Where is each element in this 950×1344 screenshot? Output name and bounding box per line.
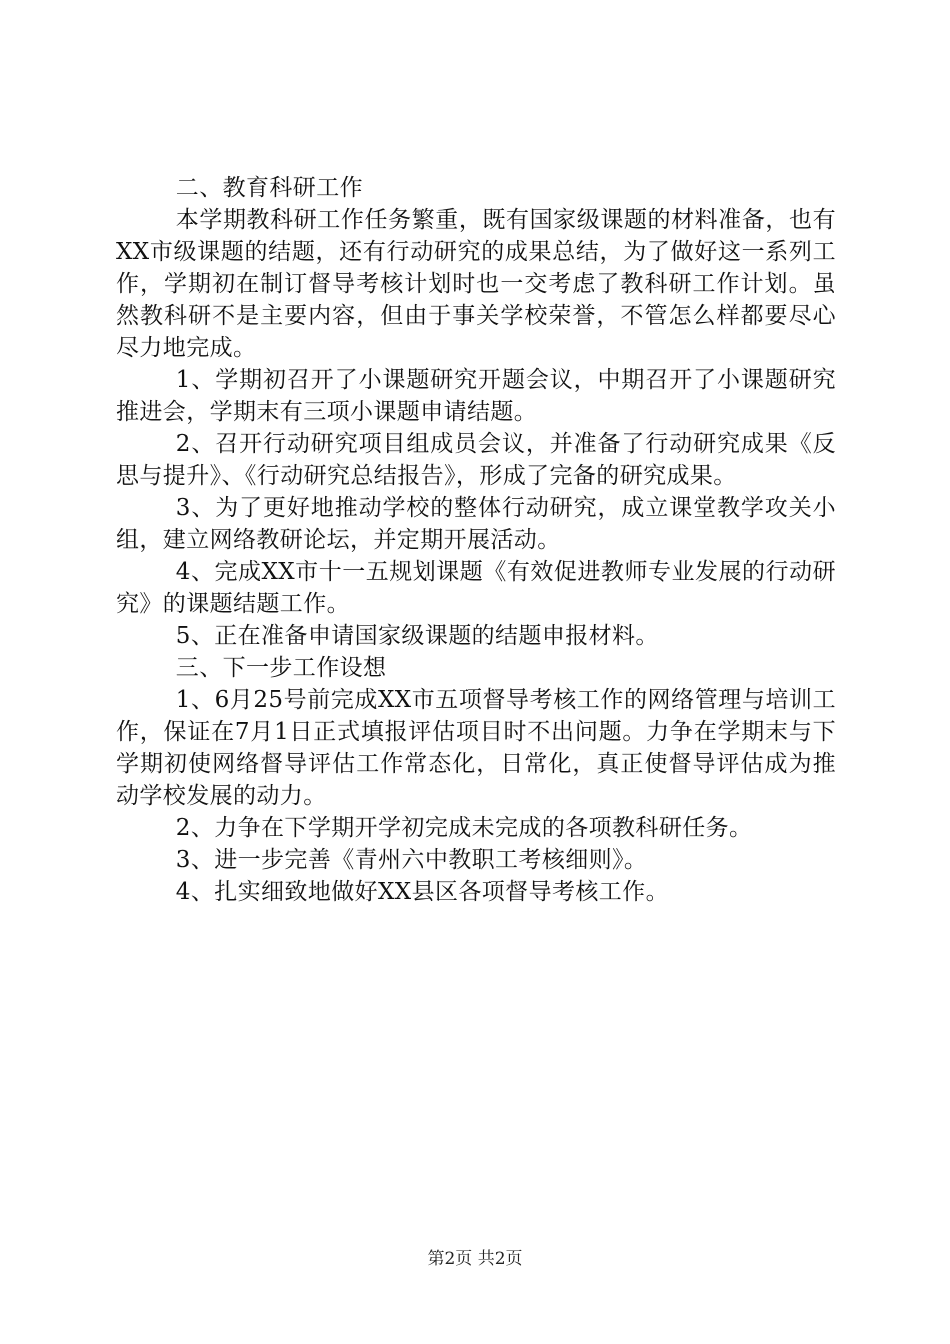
paragraph-research-item-3: 3、为了更好地推动学校的整体行动研究，成立课堂教学攻关小组，建立网络教研论坛，并定期开展活动。 (116, 495, 836, 553)
section-heading-next-steps: 三、下一步工作设想 (175, 655, 387, 681)
paragraph-next-item-3: 3、进一步完善《青州六中教职工考核细则》。 (175, 847, 648, 873)
paragraph-research-item-2: 2、召开行动研究项目组成员会议，并准备了行动研究成果《反思与提升》、《行动研究总结报告》，形成了完备的研究成果。 (116, 431, 836, 489)
paragraph-next-item-1: 1、6月25号前完成XX市五项督导考核工作的网络管理与培训工作，保证在7月1日正式填报评估项目时不出问题。力争在学期末与下学期初使网络督导评估工作常态化，日常化，真正使督导评估成为推动学校发展的动力。 (116, 687, 836, 809)
section-heading-research: 二、教育科研工作 (175, 175, 363, 201)
page-footer: 第2页 共2页 (427, 1249, 523, 1269)
paragraph-research-intro: 本学期教科研工作任务繁重，既有国家级课题的材料准备，也有XX市级课题的结题，还有行动研究的成果总结，为了做好这一系列工作，学期初在制订督导考核计划时也一交考虑了教科研工作计划。虽然教科研不是主要内容，但由于事关学校荣誉，不管怎么样都要尽心尽力地完成。 (116, 207, 836, 361)
paragraph-research-item-4: 4、完成XX市十一五规划课题《有效促进教师专业发展的行动研究》的课题结题工作。 (116, 559, 836, 617)
document-body (116, 172, 836, 908)
paragraph-research-item-5: 5、正在准备申请国家级课题的结题申报材料。 (175, 623, 659, 649)
paragraph-next-item-2: 2、力争在下学期开学初完成未完成的各项教科研任务。 (175, 815, 753, 841)
paragraph-next-item-4: 4、扎实细致地做好XX县区各项督导考核工作。 (175, 879, 669, 905)
paragraph-research-item-1: 1、学期初召开了小课题研究开题会议，中期召开了小课题研究推进会，学期末有三项小课题申请结题。 (116, 367, 836, 425)
